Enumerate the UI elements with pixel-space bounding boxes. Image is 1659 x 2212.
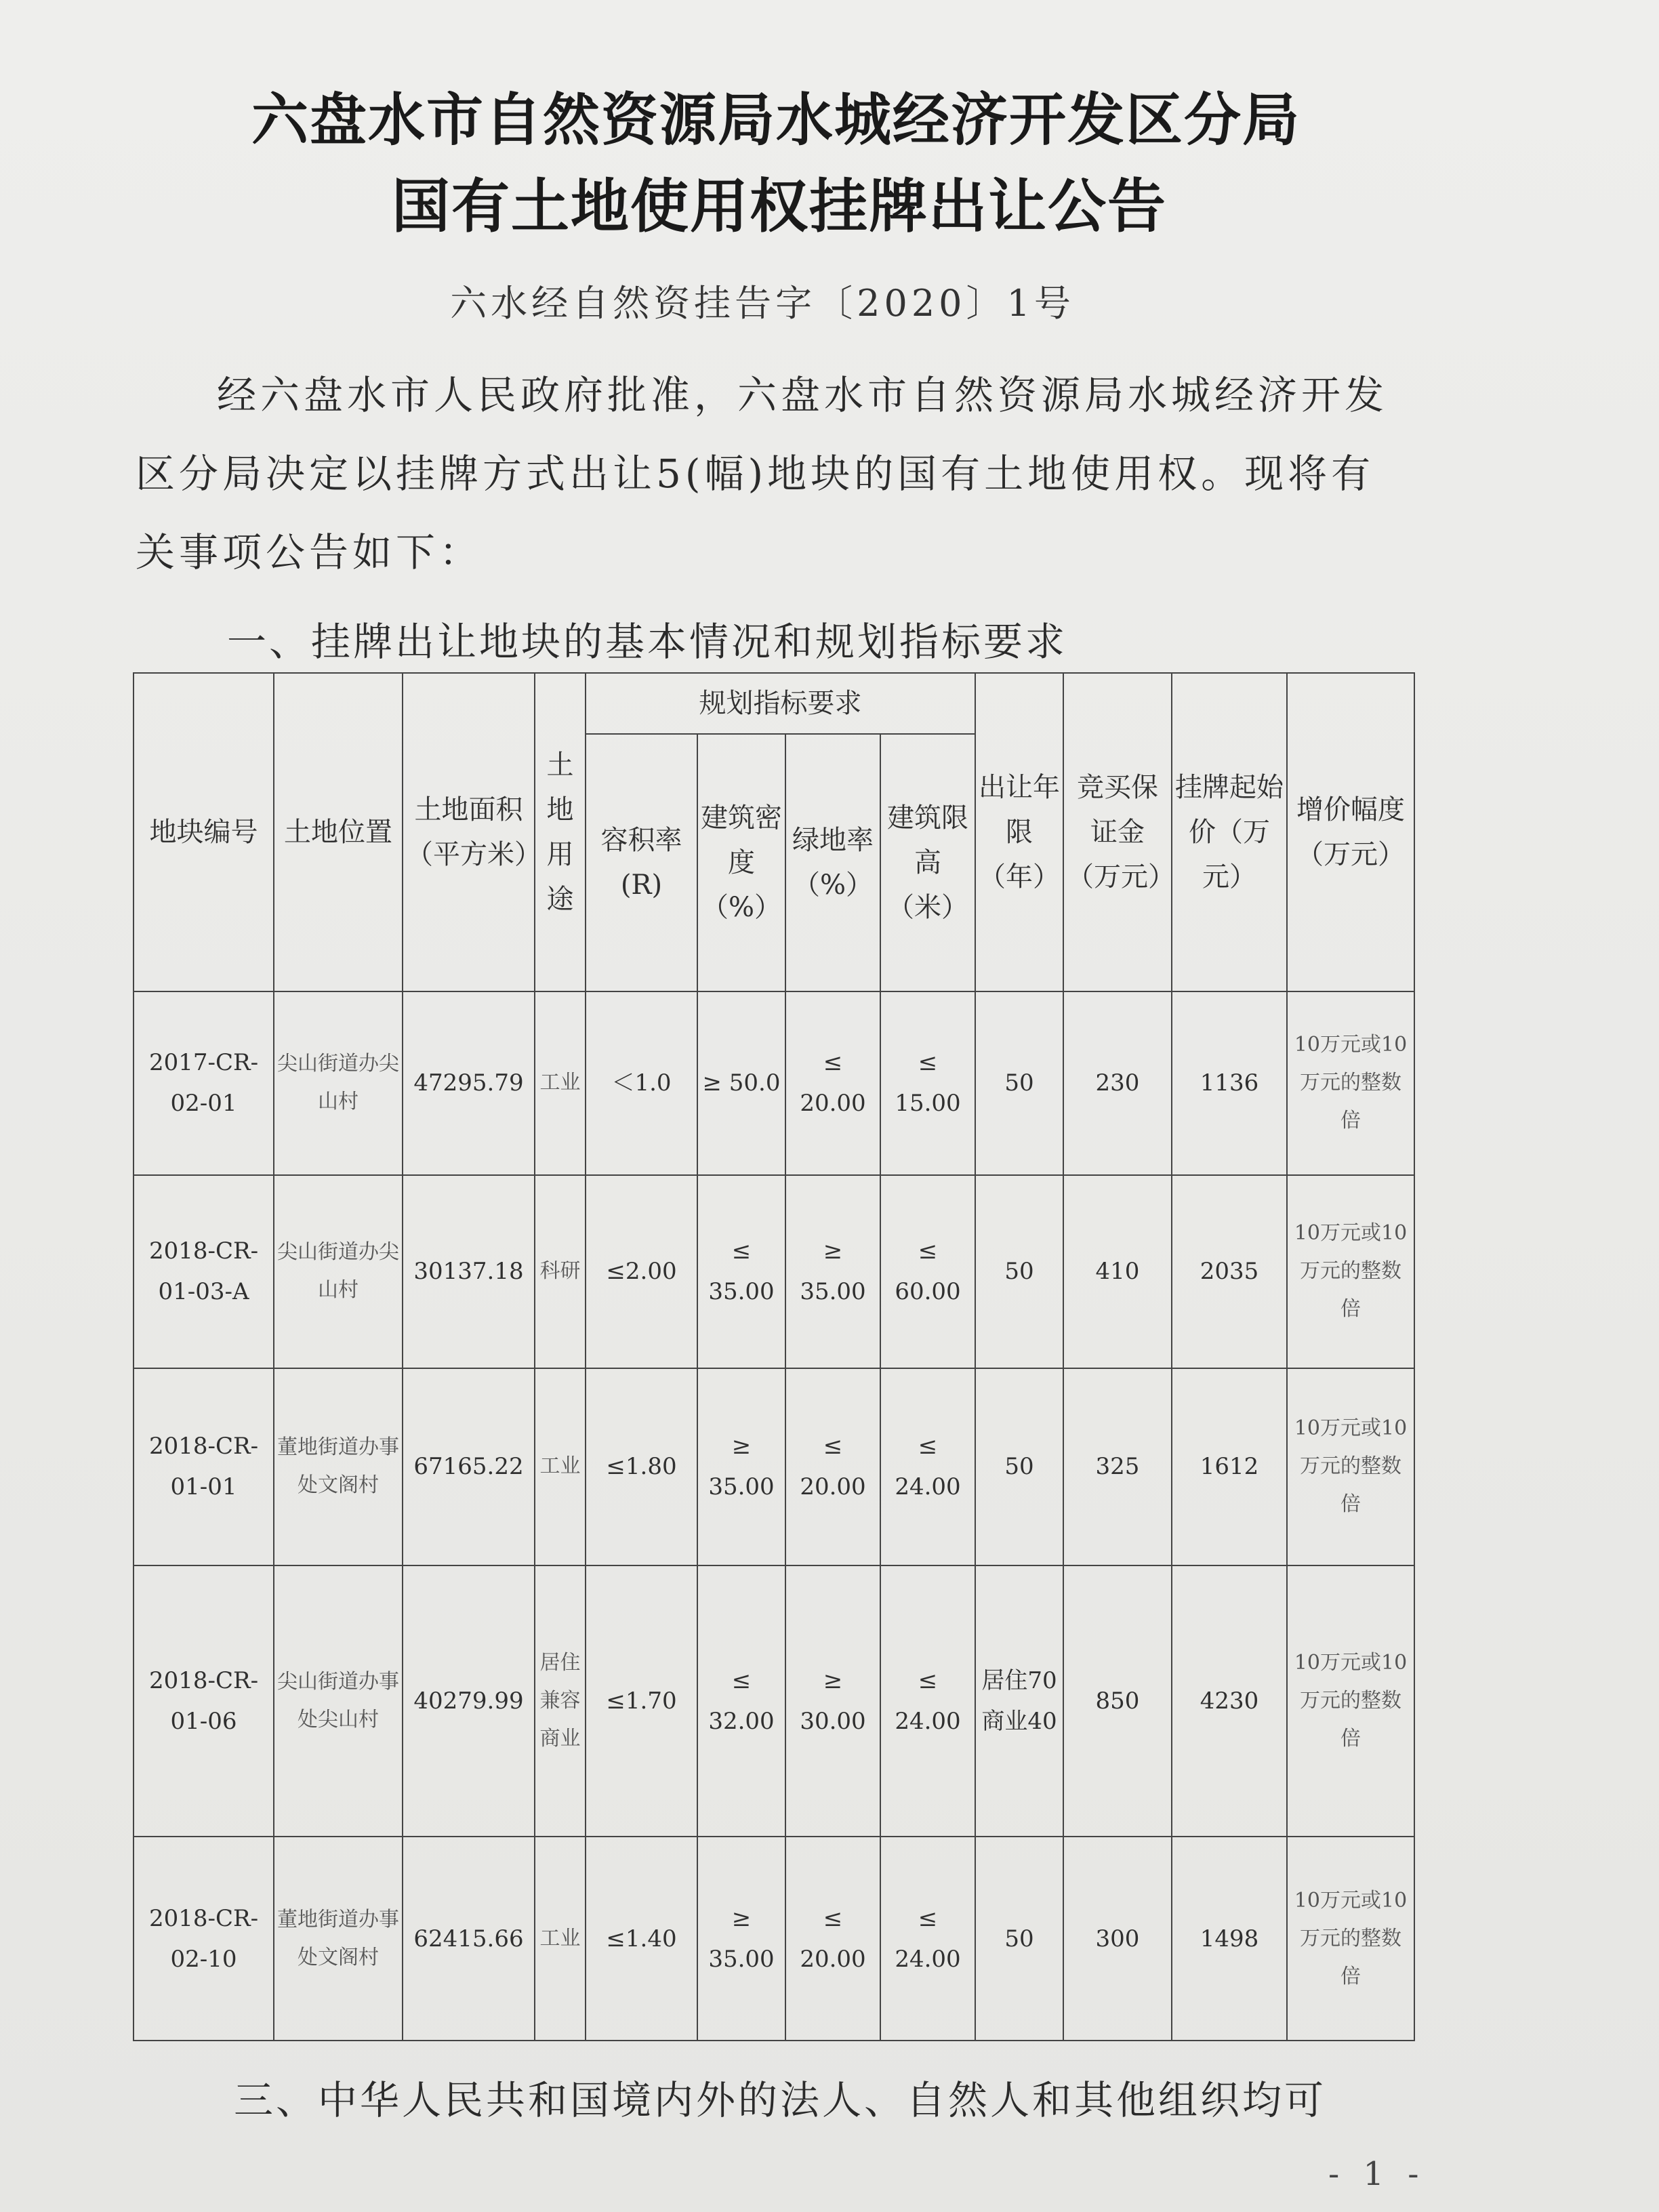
cell-density: ≤ 35.00 <box>697 1175 785 1369</box>
cell-parcel-no: 2018-CR-01-03-A <box>134 1175 274 1369</box>
cell-start-price: 1136 <box>1172 991 1287 1175</box>
header-density: 建筑密度（%） <box>697 734 785 991</box>
cell-location: 尖山街道办尖山村 <box>274 1175 403 1369</box>
cell-area: 67165.22 <box>403 1368 535 1565</box>
cell-increment: 10万元或10万元的整数倍 <box>1287 1565 1414 1837</box>
header-planning-group: 规划指标要求 <box>586 673 975 734</box>
cell-deposit: 300 <box>1063 1837 1172 2041</box>
cell-height: ≤ 15.00 <box>880 991 975 1175</box>
cell-density: ≥ 35.00 <box>697 1368 785 1565</box>
cell-increment: 10万元或10万元的整数倍 <box>1287 1837 1414 2041</box>
table-row <box>134 1565 1414 1837</box>
cell-area: 47295.79 <box>403 991 535 1175</box>
header-green: 绿地率（%） <box>785 734 880 991</box>
cell-increment: 10万元或10万元的整数倍 <box>1287 1175 1414 1369</box>
cell-area: 62415.66 <box>403 1837 535 2041</box>
cell-height: ≤ 24.00 <box>880 1368 975 1565</box>
cell-use: 科研 <box>535 1175 586 1369</box>
cell-location: 董地街道办事处文阁村 <box>274 1837 403 2041</box>
cell-far: ≤2.00 <box>586 1175 697 1369</box>
cell-location: 尖山街道办事处尖山村 <box>274 1565 403 1837</box>
cell-green: ≤ 20.00 <box>785 991 880 1175</box>
cell-far: ＜1.0 <box>586 991 697 1175</box>
cell-start-price: 4230 <box>1172 1565 1287 1837</box>
cell-density: ≥ 50.0 <box>697 991 785 1175</box>
table-row <box>134 1837 1414 2041</box>
cell-height: ≤ 24.00 <box>880 1837 975 2041</box>
cell-term: 50 <box>975 991 1063 1175</box>
table-row <box>134 1175 1414 1369</box>
cell-density: ≤ 32.00 <box>697 1565 785 1837</box>
section-1-heading: 一、挂牌出让地块的基本情况和规划指标要求 <box>227 619 1068 665</box>
cell-green: ≥ 35.00 <box>785 1175 880 1369</box>
cell-start-price: 1612 <box>1172 1368 1287 1565</box>
parcel-table <box>133 672 1414 2041</box>
header-deposit: 竞买保证金（万元） <box>1063 673 1172 991</box>
cell-green: ≥ 30.00 <box>785 1565 880 1837</box>
header-height: 建筑限高（米） <box>880 734 975 991</box>
cell-far: ≤1.70 <box>586 1565 697 1837</box>
cell-use: 工业 <box>535 1368 586 1565</box>
cell-deposit: 230 <box>1063 991 1172 1175</box>
header-increment: 增价幅度（万元） <box>1287 673 1414 991</box>
cell-green: ≤ 20.00 <box>785 1368 880 1565</box>
cell-height: ≤ 60.00 <box>880 1175 975 1369</box>
cell-term: 50 <box>975 1175 1063 1369</box>
cell-term: 居住70商业40 <box>975 1565 1063 1837</box>
header-use: 土地用途 <box>535 673 586 991</box>
cell-parcel-no: 2018-CR-02-10 <box>134 1837 274 2041</box>
cell-increment: 10万元或10万元的整数倍 <box>1287 991 1414 1175</box>
cell-start-price: 2035 <box>1172 1175 1287 1369</box>
cell-parcel-no: 2018-CR-01-01 <box>134 1368 274 1565</box>
cell-term: 50 <box>975 1368 1063 1565</box>
cell-use: 工业 <box>535 1837 586 2041</box>
cell-parcel-no: 2018-CR-01-06 <box>134 1565 274 1837</box>
cell-deposit: 410 <box>1063 1175 1172 1369</box>
cell-green: ≤ 20.00 <box>785 1837 880 2041</box>
cell-increment: 10万元或10万元的整数倍 <box>1287 1368 1414 1565</box>
cell-height: ≤ 24.00 <box>880 1565 975 1837</box>
header-location: 土地位置 <box>274 673 403 991</box>
header-far: 容积率(R) <box>586 734 697 991</box>
header-start-price: 挂牌起始价（万元） <box>1172 673 1287 991</box>
cell-area: 30137.18 <box>403 1175 535 1369</box>
cell-far: ≤1.80 <box>586 1368 697 1565</box>
header-term: 出让年限（年） <box>975 673 1063 991</box>
header-parcel-no: 地块编号 <box>134 673 274 991</box>
cell-parcel-no: 2017-CR-02-01 <box>134 991 274 1175</box>
table-row <box>134 1368 1414 1565</box>
cell-start-price: 1498 <box>1172 1837 1287 2041</box>
cell-use: 居住兼容商业 <box>535 1565 586 1837</box>
title-line-2: 国有土地使用权挂牌出让公告 <box>392 173 1167 241</box>
page-number: - 1 - <box>1328 2155 1426 2193</box>
intro-paragraph: 经六盘水市人民政府批准，六盘水市自然资源局水城经济开发区分局决定以挂牌方式出让5(幅)地块的国有土地使用权。现将有关事项公告如下： <box>136 372 1389 575</box>
section-3-heading: 三、中华人民共和国境内外的法人、自然人和其他组织均可 <box>234 2077 1327 2123</box>
cell-far: ≤1.40 <box>586 1837 697 2041</box>
cell-area: 40279.99 <box>403 1565 535 1837</box>
cell-use: 工业 <box>535 991 586 1175</box>
cell-deposit: 850 <box>1063 1565 1172 1837</box>
title-line-1: 六盘水市自然资源局水城经济开发区分局 <box>251 87 1300 153</box>
cell-density: ≥ 35.00 <box>697 1837 785 2041</box>
header-area: 土地面积（平方米） <box>403 673 535 991</box>
cell-term: 50 <box>975 1837 1063 2041</box>
cell-location: 尖山街道办尖山村 <box>274 991 403 1175</box>
cell-location: 董地街道办事处文阁村 <box>274 1368 403 1565</box>
document-number: 六水经自然资挂告字〔2020〕1号 <box>450 282 1075 325</box>
table-row <box>134 991 1414 1175</box>
cell-deposit: 325 <box>1063 1368 1172 1565</box>
